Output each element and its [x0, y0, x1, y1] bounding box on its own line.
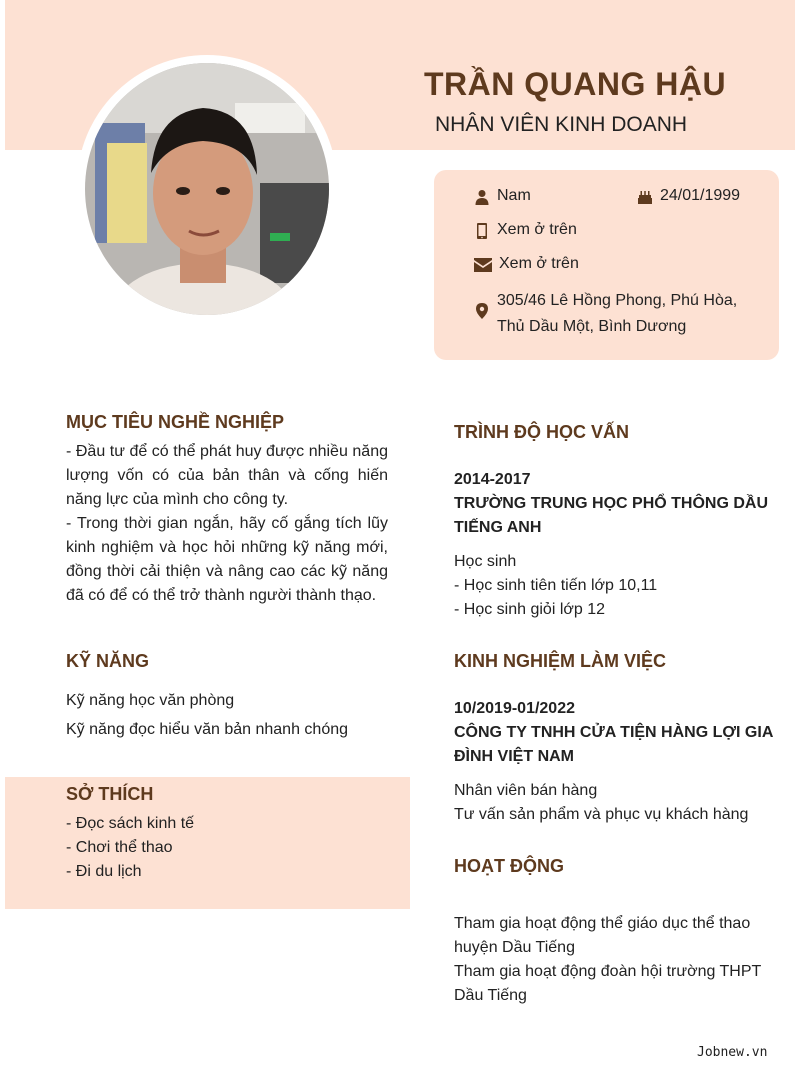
objective-text	[66, 440, 388, 608]
experience-title: KINH NGHIỆM LÀM VIỆC	[454, 651, 667, 671]
address-line-2: Thủ Dầu Một, Bình Dương	[497, 318, 687, 335]
education-detail-1: - Học sinh tiên tiến lớp 10,11	[454, 577, 658, 594]
phone-value: Xem ở trên	[497, 221, 577, 238]
hobby-item-2: - Chơi thể thao	[66, 839, 173, 856]
contact-gender	[473, 187, 531, 207]
phone-icon	[473, 221, 491, 241]
contact-address	[473, 288, 737, 340]
gender-value: Nam	[497, 187, 531, 204]
skills-title: KỸ NĂNG	[66, 651, 150, 671]
activities-title: HOẠT ĐỘNG	[454, 856, 564, 876]
email-value: Xem ở trên	[499, 255, 579, 272]
experience-company: CÔNG TY TNHH CỬA TIỆN HÀNG LỢI GIA ĐÌNH VIỆT NAM	[454, 724, 773, 765]
activity-item-2: Tham gia hoạt động đoàn hội trường THPT Dầu Tiếng	[454, 963, 762, 1004]
hobbies-title: SỞ THÍCH	[66, 784, 154, 804]
hobby-item-1: - Đọc sách kinh tế	[66, 815, 195, 832]
hobby-item-3: - Đi du lịch	[66, 863, 142, 880]
hobbies-list	[66, 812, 194, 884]
experience-role: Nhân viên bán hàng	[454, 782, 598, 799]
objective-line-1: - Đầu tư để có thể phát huy được nhiều năng lượng vốn có của bản thân và cống hiến năng lực của mình cho công ty.	[66, 443, 388, 508]
skill-item-1: Kỹ năng học văn phòng	[66, 692, 235, 709]
avatar	[85, 63, 329, 315]
address-text	[497, 288, 737, 340]
birthday-value: 24/01/1999	[660, 187, 741, 204]
skill-item-2: Kỹ năng đọc hiểu văn bản nhanh chóng	[66, 721, 349, 738]
avatar-photo	[85, 63, 329, 315]
footer-brand: Jobnew.vn	[697, 1045, 768, 1060]
activity-item-1: Tham gia hoạt động thể giáo dục thể thao huyện Dầu Tiếng	[454, 915, 751, 956]
objective-line-2: - Trong thời gian ngắn, hãy cố gắng tích lũy kinh nghiệm và học hỏi những kỹ năng mới, đồng thời cải thiện và nâng cao các kỹ năng đã có để có thể trở thành người thành thạo.	[66, 515, 388, 604]
user-icon	[473, 187, 491, 207]
experience-details	[454, 779, 780, 827]
education-detail-2: - Học sinh giỏi lớp 12	[454, 601, 606, 618]
birthday-cake-icon	[636, 187, 654, 207]
education-title: TRÌNH ĐỘ HỌC VẤN	[454, 422, 629, 442]
contact-birthday	[636, 187, 740, 207]
activities-list	[454, 912, 784, 1008]
job-title: NHÂN VIÊN KINH DOANH	[435, 113, 688, 136]
contact-email	[473, 255, 579, 275]
experience-detail-1: Tư vấn sản phẩm và phục vụ khách hàng	[454, 806, 749, 823]
address-line-1: 305/46 Lê Hồng Phong, Phú Hòa,	[497, 292, 738, 309]
education-school: TRƯỜNG TRUNG HỌC PHỔ THÔNG DẦU TIẾNG ANH	[454, 495, 769, 536]
contact-phone	[473, 221, 577, 241]
education-role: Học sinh	[454, 553, 517, 570]
candidate-name: TRẦN QUANG HẬU	[424, 66, 727, 102]
objective-title: MỤC TIÊU NGHỀ NGHIỆP	[66, 412, 285, 432]
experience-period: 10/2019-01/2022	[454, 700, 575, 717]
education-period: 2014-2017	[454, 471, 531, 488]
envelope-icon	[473, 255, 493, 275]
education-details	[454, 550, 780, 622]
map-pin-icon	[473, 301, 491, 321]
